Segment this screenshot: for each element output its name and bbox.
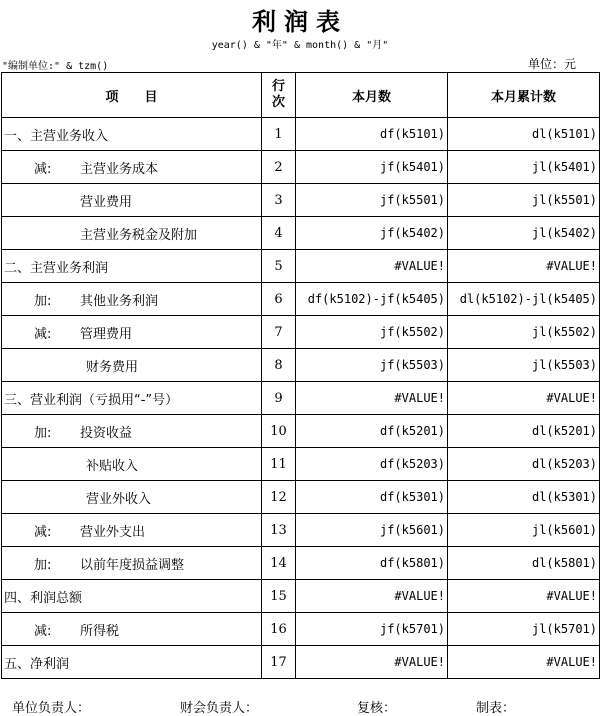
row-label: 其他业务利润 — [80, 293, 159, 309]
this-month-cell[interactable]: jf(k5501) — [296, 184, 448, 217]
header-item: 项 目 — [2, 73, 262, 118]
cumulative-cell[interactable]: jl(k5501) — [448, 184, 600, 217]
row-number: 14 — [262, 547, 296, 580]
row-label: 以前年度损益调整 — [80, 557, 185, 573]
this-month-cell[interactable]: df(k5201) — [296, 415, 448, 448]
table-row — [2, 514, 600, 547]
row-item — [2, 118, 262, 151]
row-item — [2, 547, 262, 580]
cumulative-cell[interactable]: dl(k5301) — [448, 481, 600, 514]
row-item — [2, 514, 262, 547]
row-label: 一、主营业务收入 — [4, 128, 109, 144]
cumulative-cell[interactable]: dl(k5101) — [448, 118, 600, 151]
row-item — [2, 250, 262, 283]
row-number: 1 — [262, 118, 296, 151]
header-row-number-text: 行 次 — [271, 79, 285, 110]
row-number: 17 — [262, 646, 296, 679]
table-header-row — [2, 73, 600, 118]
table-row — [2, 613, 600, 646]
row-item — [2, 283, 262, 316]
row-label: 四、利润总额 — [4, 590, 83, 606]
row-label: 财务费用 — [86, 359, 139, 375]
row-item — [2, 580, 262, 613]
this-month-cell[interactable]: #VALUE! — [296, 382, 448, 415]
this-month-cell[interactable]: df(k5301) — [296, 481, 448, 514]
row-item — [2, 382, 262, 415]
table-row — [2, 151, 600, 184]
header-cumulative: 本月累计数 — [448, 73, 600, 118]
row-number: 5 — [262, 250, 296, 283]
reporting-unit-formula: "编制单位:" & tzm() — [2, 61, 109, 72]
header-row-number — [262, 73, 296, 118]
cumulative-cell[interactable]: dl(k5201) — [448, 415, 600, 448]
cumulative-cell[interactable]: #VALUE! — [448, 382, 600, 415]
table-row — [2, 349, 600, 382]
table-row — [2, 415, 600, 448]
row-item — [2, 481, 262, 514]
this-month-cell[interactable]: #VALUE! — [296, 580, 448, 613]
cumulative-cell[interactable]: jl(k5601) — [448, 514, 600, 547]
row-number: 7 — [262, 316, 296, 349]
table-row — [2, 481, 600, 514]
cumulative-cell[interactable]: jl(k5502) — [448, 316, 600, 349]
row-label: 所得税 — [80, 623, 120, 639]
cumulative-cell[interactable]: #VALUE! — [448, 580, 600, 613]
this-month-cell[interactable]: df(k5101) — [296, 118, 448, 151]
cumulative-cell[interactable]: jl(k5401) — [448, 151, 600, 184]
cumulative-cell[interactable]: jl(k5503) — [448, 349, 600, 382]
row-item — [2, 217, 262, 250]
row-number: 9 — [262, 382, 296, 415]
table-row — [2, 118, 600, 151]
row-label: 管理费用 — [80, 326, 133, 342]
table-row — [2, 283, 600, 316]
row-number: 10 — [262, 415, 296, 448]
row-label: 三、营业利润（亏损用“-”号） — [4, 392, 179, 408]
row-number: 13 — [262, 514, 296, 547]
table-row — [2, 448, 600, 481]
cumulative-cell[interactable]: dl(k5801) — [448, 547, 600, 580]
row-number: 6 — [262, 283, 296, 316]
header-this-month: 本月数 — [296, 73, 448, 118]
this-month-cell[interactable]: jf(k5402) — [296, 217, 448, 250]
row-item — [2, 448, 262, 481]
row-item — [2, 613, 262, 646]
preparer-label: 制表： — [476, 701, 516, 716]
this-month-cell[interactable]: jf(k5503) — [296, 349, 448, 382]
row-number: 16 — [262, 613, 296, 646]
income-statement-table — [1, 72, 600, 679]
row-number: 8 — [262, 349, 296, 382]
row-prefix: 加: — [34, 425, 52, 441]
row-label: 主营业务税金及附加 — [80, 227, 198, 243]
this-month-cell[interactable]: jf(k5601) — [296, 514, 448, 547]
this-month-cell[interactable]: jf(k5701) — [296, 613, 448, 646]
report-period-formula: year() & "年" & month() & "月" — [211, 40, 389, 51]
row-label: 营业费用 — [80, 194, 133, 210]
row-item — [2, 349, 262, 382]
this-month-cell[interactable]: #VALUE! — [296, 250, 448, 283]
finance-head-label: 财会负责人： — [180, 701, 259, 716]
row-prefix: 加: — [34, 293, 52, 309]
table-row — [2, 217, 600, 250]
row-number: 2 — [262, 151, 296, 184]
row-prefix: 减: — [34, 326, 52, 342]
row-prefix: 加: — [34, 557, 52, 573]
row-prefix: 减: — [34, 524, 52, 540]
cumulative-cell[interactable]: jl(k5701) — [448, 613, 600, 646]
row-label: 主营业务成本 — [80, 161, 159, 177]
table-row — [2, 316, 600, 349]
this-month-cell[interactable]: df(k5102)-jf(k5405) — [296, 283, 448, 316]
reviewer-label: 复核： — [357, 701, 397, 716]
cumulative-cell[interactable]: dl(k5102)-jl(k5405) — [448, 283, 600, 316]
row-label: 营业外收入 — [86, 491, 152, 507]
row-label: 营业外支出 — [80, 524, 146, 540]
cumulative-cell[interactable]: #VALUE! — [448, 646, 600, 679]
row-item — [2, 316, 262, 349]
unit-head-label: 单位负责人： — [12, 701, 91, 716]
row-item — [2, 151, 262, 184]
table-row — [2, 646, 600, 679]
row-item — [2, 184, 262, 217]
this-month-cell[interactable]: df(k5801) — [296, 547, 448, 580]
row-label: 投资收益 — [80, 425, 133, 441]
row-number: 11 — [262, 448, 296, 481]
table-row — [2, 547, 600, 580]
this-month-cell[interactable]: #VALUE! — [296, 646, 448, 679]
this-month-cell[interactable]: jf(k5401) — [296, 151, 448, 184]
currency-unit: 单位：元 — [527, 57, 576, 71]
row-number: 4 — [262, 217, 296, 250]
row-number: 15 — [262, 580, 296, 613]
cumulative-cell[interactable]: jl(k5402) — [448, 217, 600, 250]
table-row — [2, 250, 600, 283]
cumulative-cell[interactable]: #VALUE! — [448, 250, 600, 283]
cumulative-cell[interactable]: dl(k5203) — [448, 448, 600, 481]
this-month-cell[interactable]: jf(k5502) — [296, 316, 448, 349]
row-number: 3 — [262, 184, 296, 217]
table-row — [2, 382, 600, 415]
report-title: 利润表 — [252, 8, 348, 36]
row-label: 五、净利润 — [4, 656, 70, 672]
row-item — [2, 646, 262, 679]
table-row — [2, 184, 600, 217]
this-month-cell[interactable]: df(k5203) — [296, 448, 448, 481]
row-prefix: 减: — [34, 161, 52, 177]
row-prefix: 减: — [34, 623, 52, 639]
table-row — [2, 580, 600, 613]
row-label: 补贴收入 — [86, 458, 139, 474]
row-label: 二、主营业务利润 — [4, 260, 109, 276]
row-number: 12 — [262, 481, 296, 514]
row-item — [2, 415, 262, 448]
